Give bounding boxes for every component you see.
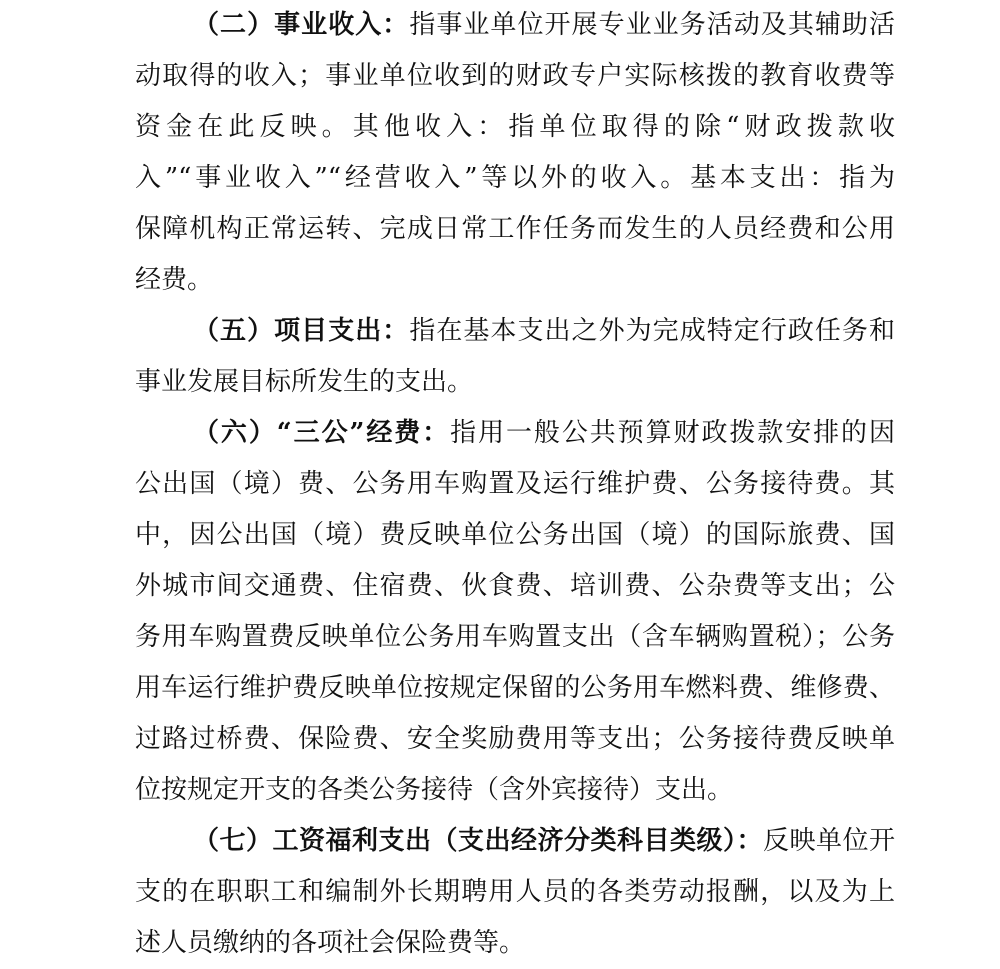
- paragraph-business-income: [135, 0, 895, 306]
- paragraph-line: 事业发展目标所发生的支出。: [135, 367, 474, 397]
- line-text: 反映单位开: [762, 826, 895, 856]
- term-heading: （二）事业收入：: [193, 10, 410, 40]
- paragraph-project-expenditure: [135, 306, 895, 408]
- paragraph-line: [135, 408, 895, 459]
- paragraph-three-public-expenses: [135, 408, 895, 816]
- paragraph-line: 公出国（境）费、公务用车购置及运行维护费、公务接待费。其: [135, 469, 895, 499]
- paragraph-line: 动取得的收入；事业单位收到的财政专户实际核拨的教育收费等: [135, 61, 895, 91]
- document-body: [135, 0, 895, 969]
- paragraph-line: 述人员缴纳的各项社会保险费等。: [135, 928, 526, 958]
- paragraph-line: 务用车购置费反映单位公务用车购置支出（含车辆购置税）；公务: [135, 622, 895, 652]
- paragraph-line: [135, 0, 895, 51]
- paragraph-line: 经费。: [135, 265, 214, 295]
- term-heading: （五）项目支出：: [193, 316, 410, 346]
- paragraph-line: 外城市间交通费、住宿费、伙食费、培训费、公杂费等支出；公: [135, 571, 895, 601]
- term-heading: （六）“三公”经费：: [193, 418, 451, 448]
- paragraph-line: 资金在此反映。其他收入：指单位取得的除“财政拨款收: [135, 112, 895, 142]
- line-text: 指用一般公共预算财政拨款安排的因: [450, 418, 895, 448]
- paragraph-line: 中，因公出国（境）费反映单位公务出国（境）的国际旅费、国: [135, 520, 895, 550]
- paragraph-line: 用车运行维护费反映单位按规定保留的公务用车燃料费、维修费、: [135, 673, 895, 703]
- paragraph-salary-welfare: [135, 816, 895, 969]
- paragraph-line: 支的在职职工和编制外长期聘用人员的各类劳动报酬，以及为上: [135, 877, 895, 907]
- paragraph-line: [135, 306, 895, 357]
- paragraph-line: 保障机构正常运转、完成日常工作任务而发生的人员经费和公用: [135, 214, 895, 244]
- paragraph-line: 位按规定开支的各类公务接待（含外宾接待）支出。: [135, 775, 734, 805]
- line-text: 指在基本支出之外为完成特定行政任务和: [409, 316, 895, 346]
- line-text: 指事业单位开展专业业务活动及其辅助活: [409, 10, 895, 40]
- paragraph-line: 过路过桥费、保险费、安全奖励费用等支出；公务接待费反映单: [135, 724, 895, 754]
- paragraph-line: [135, 816, 895, 867]
- paragraph-line: 入”“事业收入”“经营收入”等以外的收入。基本支出：指为: [135, 163, 895, 193]
- term-heading: （七）工资福利支出（支出经济分类科目类级）：: [193, 826, 763, 856]
